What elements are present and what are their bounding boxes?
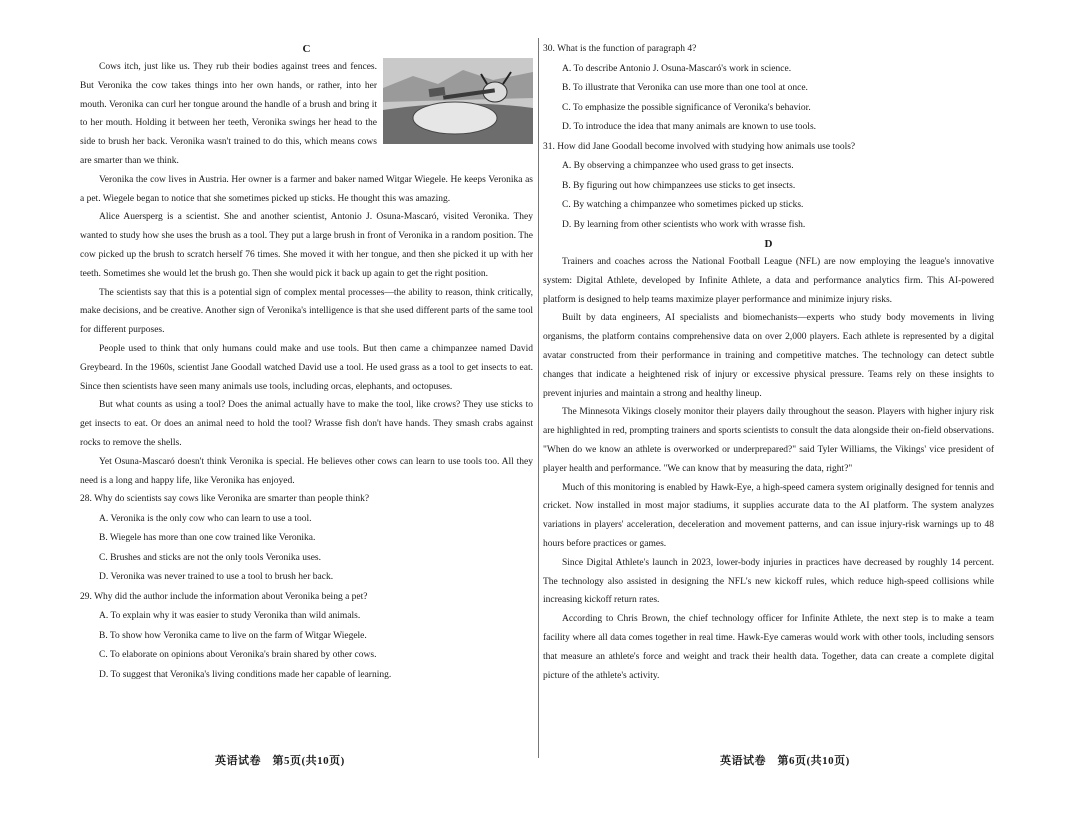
left-column bbox=[80, 40, 533, 685]
option: A. To explain why it was easier to study Veronika than wild animals. bbox=[99, 611, 361, 622]
paragraph: According to Chris Brown, the chief technology officer for Infinite Athlete, the next step is to make a team facility where all data comes together in real time. Hawk-Eye cameras would work with other tools, including sensors that measure an athlete's force and weight and track their health data. Together, data can create a complete digital picture of the athlete's activity. bbox=[543, 614, 994, 681]
page-footer-left: 英语试卷 第5页(共10页) bbox=[215, 755, 345, 767]
cow-photo bbox=[383, 58, 533, 144]
option: B. By figuring out how chimpanzees use sticks to get insects. bbox=[562, 180, 796, 191]
paragraph: Trainers and coaches across the National Football League (NFL) are now employing the league's innovative system: Digital Athlete, developed by Infinite Athlete, a data and performance analytics firm. This AI-powered platform is designed to help teams maximize player performance and minimize injury risks. bbox=[543, 257, 994, 305]
question-30: 30. What is the function of paragraph 4? bbox=[543, 44, 697, 54]
option: C. To emphasize the possible significance of Veronika's behavior. bbox=[562, 102, 811, 113]
option: B. Wiegele has more than one cow trained like Veronika. bbox=[99, 533, 316, 544]
paragraph: Built by data engineers, AI specialists and biomechanists—experts who study body movements in living organisms, the platform contains comprehensive data on over 2,000 players. Each athlete is represented by a digital avatar constructed from their performance in training and competitive matches. The technology can detect subtle changes that indicate a heightened risk of injury or excessive physical pressure. Teams rely on these insights to prevent injuries and maintain a strong and healthy lineup. bbox=[543, 313, 994, 399]
question-28: 28. Why do scientists say cows like Veronika are smarter than people think? bbox=[80, 494, 370, 505]
option: D. By learning from other scientists who work with wrasse fish. bbox=[562, 219, 806, 230]
paragraph: Veronika the cow lives in Austria. Her owner is a farmer and baker named Witgar Wiegele. He keeps Veronika as a pet. Wiegele began to notice that she sometimes picked up sticks. He thought this was amazing. bbox=[80, 174, 533, 204]
option: D. To introduce the idea that many animals are known to use tools. bbox=[562, 122, 817, 132]
paragraph: Cows itch, just like us. They rub their bodies against trees and fences. But Veronika the cow takes things into her own hands, or rather, into her mouth. Veronika can curl her tongue around the handle of a brush and bring it to her mouth. Holding it between her teeth, Veronika swings her head to the side to brush her back. Veronika wasn't trained to do this, which means cows are smarter than we think. bbox=[80, 62, 377, 166]
question-31: 31. How did Jane Goodall become involved with studying how animals use tools? bbox=[543, 141, 856, 152]
option: C. By watching a chimpanzee who sometimes picked up sticks. bbox=[562, 200, 804, 210]
paragraph: Yet Osuna-Mascaró doesn't think Veronika is special. He believes other cows can learn to use tools too. All they need is a long and happy life, like Veronika has enjoyed. bbox=[80, 456, 533, 486]
paragraph: Since Digital Athlete's launch in 2023, lower-body injuries in practices have decreased by roughly 14 percent. The technology also assisted in designing the NFL's new kickoff rules, which reduce high-speed collisions while increasing kickoff return rates. bbox=[543, 557, 994, 606]
paragraph: Alice Auersperg is a scientist. She and another scientist, Antonio J. Osuna-Mascaró, visited Veronika. They wanted to study how she uses the brush as a tool. They put a large brush in front of Veronika in a random position. The cow picked up the brush to scratch herself 76 times. She moved it with her tongue, and then she picked it up with her teeth. Sometimes she would let the brush go. Then she would pick it back up again to get the right position. bbox=[80, 212, 533, 279]
paragraph: People used to think that only humans could make and use tools. But then came a chimpanzee named David Greybeard. In the 1960s, scientist Jane Goodall watched David use a tool. He used grass as a tool to get insects to eat. Since then scientists have seen many animals use tools, including orcas, elephants, and octopuses. bbox=[80, 343, 533, 392]
option: A. To describe Antonio J. Osuna-Mascaró's work in science. bbox=[562, 63, 792, 74]
option: D. Veronika was never trained to use a tool to brush her back. bbox=[99, 572, 334, 583]
option: A. Veronika is the only cow who can learn to use a tool. bbox=[99, 513, 312, 524]
right-column bbox=[543, 40, 994, 685]
paragraph: Much of this monitoring is enabled by Hawk-Eye, a high-speed camera system originally designed for tennis and cricket. Now installed in most major stadiums, it supplies accurate data to the AI platform. The system analyzes variations in players' acceleration, deceleration and movement patterns, and can issue injury-risk warnings up to 48 hours before practices or games. bbox=[543, 482, 994, 549]
option: D. To suggest that Veronika's living conditions made her capable of learning. bbox=[99, 669, 392, 680]
option: C. Brushes and sticks are not the only tools Veronika uses. bbox=[99, 552, 321, 563]
option: A. By observing a chimpanzee who used grass to get insects. bbox=[562, 161, 794, 171]
option: C. To elaborate on opinions about Veronika's brain shared by other cows. bbox=[99, 650, 377, 661]
option: B. To illustrate that Veronika can use more than one tool at once. bbox=[562, 83, 808, 93]
option: B. To show how Veronika came to live on the farm of Witgar Wiegele. bbox=[99, 630, 367, 641]
section-title-c: C bbox=[302, 43, 311, 55]
page-footer-right: 英语试卷 第6页(共10页) bbox=[720, 755, 850, 767]
section-title-d: D bbox=[764, 238, 773, 250]
column-divider bbox=[538, 38, 539, 758]
paragraph: The Minnesota Vikings closely monitor their players daily throughout the season. Players with higher injury risk are highlighted in red, prompting trainers and sports scientists to consult the data alongside their on-field observations. "When do we know an athlete is overworked or underprepared?" said Tyler Williams, the Vikings' vice president of player health and performance. "We can know that by measuring the data, right?" bbox=[543, 407, 994, 474]
question-29: 29. Why did the author include the information about Veronika being a pet? bbox=[80, 591, 368, 602]
paragraph: But what counts as using a tool? Does the animal actually have to make the tool, like crows? They use sticks to get insects to eat. Or does an animal need to hold the tool? Wrasse fish don't have hands. They smash crabs against rocks to remove the shells. bbox=[80, 400, 533, 448]
paragraph: The scientists say that this is a potential sign of complex mental processes—the ability to reason, think critically, make decisions, and be creative. Another sign of Veronika's intelligence is that she used different parts of the same tool for different purposes. bbox=[80, 287, 533, 336]
